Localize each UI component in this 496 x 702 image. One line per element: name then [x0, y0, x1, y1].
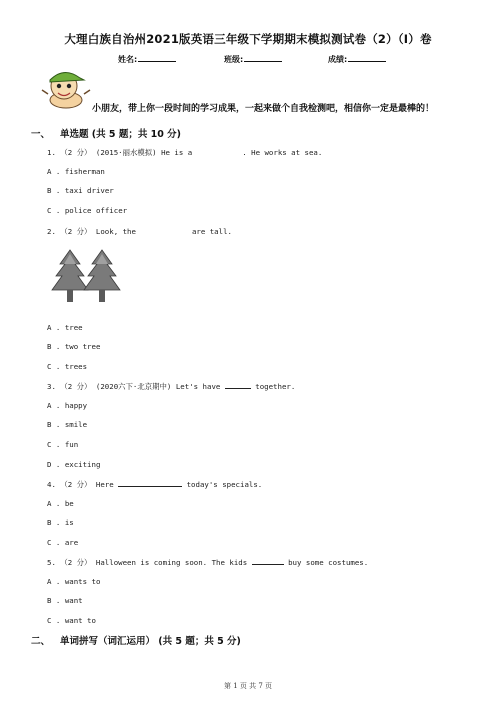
option-4a [47, 499, 74, 508]
question-text: Look, the [95, 227, 136, 236]
question-5-stem [47, 557, 368, 568]
section-2-heading [31, 633, 241, 647]
option-letter: A . [47, 167, 61, 176]
option-text: is [64, 518, 74, 527]
option-letter: B . [47, 186, 61, 195]
question-number: 2. [47, 227, 56, 236]
answer-blank [252, 557, 284, 565]
answer-blank [225, 381, 251, 389]
option-text: smile [64, 420, 88, 429]
question-number: 5. [47, 558, 56, 567]
option-text: tree [64, 323, 83, 332]
page-title: 大理白族自治州2021版英语三年级下学期期末模拟测试卷（2）（I）卷 [64, 32, 432, 46]
question-score: （2 分） [60, 382, 92, 391]
question-text: He is a [161, 148, 193, 157]
option-text: want [64, 596, 83, 605]
option-text: two tree [64, 342, 101, 351]
question-3-stem [47, 381, 295, 392]
cartoon-boy-illustration [40, 64, 92, 110]
option-text: fun [64, 440, 79, 449]
section-2-number: 二、 [31, 636, 51, 647]
option-text: be [64, 499, 74, 508]
option-1b [47, 186, 114, 195]
question-score: （2 分） [60, 480, 92, 489]
option-2c [47, 362, 87, 371]
option-letter: B . [47, 420, 61, 429]
option-text: want to [64, 616, 96, 625]
question-score: （2 分） [60, 558, 92, 567]
option-text: trees [64, 362, 88, 371]
page-footer: 第 1 页 共 7 页 [223, 682, 273, 690]
name-field [118, 54, 176, 65]
option-text: taxi driver [64, 186, 114, 195]
option-letter: B . [47, 518, 61, 527]
option-letter: D . [47, 460, 61, 469]
option-letter: A . [47, 401, 61, 410]
name-blank [138, 61, 176, 62]
option-letter: A . [47, 577, 61, 586]
answer-blank [136, 227, 192, 234]
option-letter: C . [47, 362, 61, 371]
question-text: are tall. [191, 227, 232, 236]
score-field [328, 54, 386, 65]
name-label: 姓名: [118, 55, 138, 64]
question-2-stem [47, 226, 232, 237]
option-2b [47, 342, 100, 351]
question-source: (2015·丽水模拟) [95, 148, 157, 157]
option-text: wants to [64, 577, 101, 586]
class-field [224, 54, 282, 65]
question-text: Here [95, 480, 114, 489]
score-label: 成绩: [328, 55, 348, 64]
option-4b [47, 518, 74, 527]
option-text: fisherman [64, 167, 105, 176]
option-text: exciting [64, 460, 101, 469]
two-trees-illustration [50, 248, 130, 306]
option-1c [47, 206, 127, 215]
option-letter: C . [47, 440, 61, 449]
option-letter: B . [47, 342, 61, 351]
encouragement-text: 小朋友，带上你一段时间的学习成果，一起来做个自我检测吧，相信你一定是最棒的！ [92, 104, 435, 114]
question-text: buy some costumes. [288, 558, 369, 567]
question-source: (2020六下·北京期中) [95, 382, 172, 391]
option-5a [47, 577, 100, 586]
option-3b [47, 420, 87, 429]
option-letter: C . [47, 206, 61, 215]
option-3a [47, 401, 87, 410]
question-number: 3. [47, 382, 56, 391]
option-text: happy [64, 401, 88, 410]
question-number: 1. [47, 148, 56, 157]
option-letter: A . [47, 323, 61, 332]
option-1a [47, 167, 105, 176]
class-blank [244, 61, 282, 62]
option-letter: C . [47, 538, 61, 547]
score-blank [348, 61, 386, 62]
option-3d [47, 460, 100, 469]
option-5c [47, 616, 96, 625]
question-score: （2 分） [60, 227, 92, 236]
option-text: police officer [64, 206, 128, 215]
option-3c [47, 440, 78, 449]
option-letter: B . [47, 596, 61, 605]
question-text: Halloween is coming soon. The kids [95, 558, 248, 567]
answer-blank [118, 479, 182, 487]
question-number: 4. [47, 480, 56, 489]
option-4c [47, 538, 78, 547]
option-letter: A . [47, 499, 61, 508]
question-1-stem [47, 147, 322, 158]
option-text: are [64, 538, 79, 547]
section-1-number: 一、 [31, 129, 51, 140]
class-label: 班级: [224, 55, 244, 64]
option-letter: C . [47, 616, 61, 625]
option-2a [47, 323, 83, 332]
question-score: （2 分） [60, 148, 92, 157]
question-text: . He works at sea. [242, 148, 323, 157]
question-text: together. [255, 382, 296, 391]
question-text: Let's have [175, 382, 221, 391]
section-1-title: 单选题 (共 5 题；共 10 分) [59, 129, 182, 140]
question-4-stem [47, 479, 262, 490]
section-1-heading [31, 126, 181, 140]
answer-blank [192, 148, 242, 155]
section-2-title: 单词拼写（词汇运用） (共 5 题；共 5 分) [59, 636, 241, 647]
option-5b [47, 596, 83, 605]
question-text: today's specials. [186, 480, 263, 489]
